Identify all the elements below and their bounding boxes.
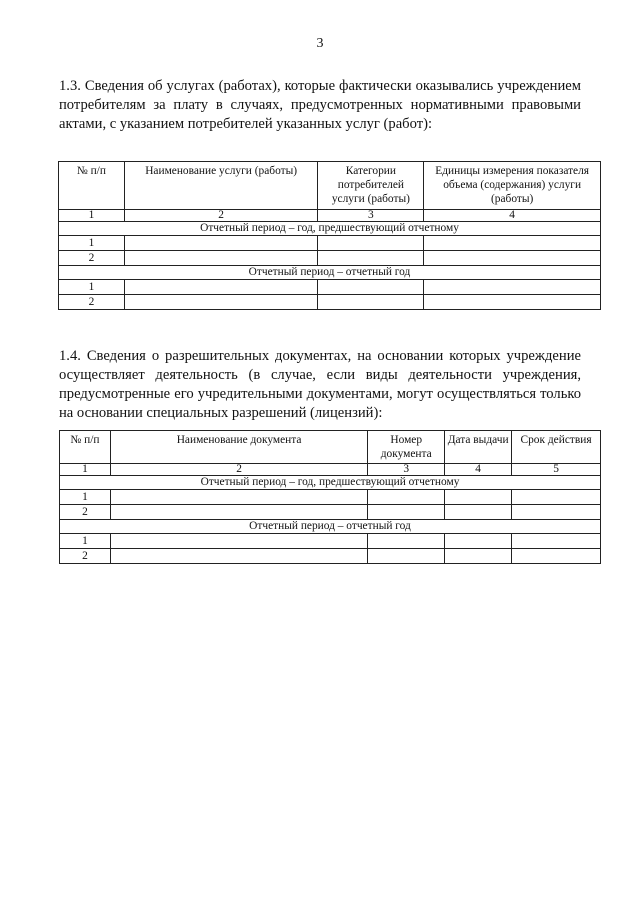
table-cell: [110, 490, 367, 505]
row-number: 1: [60, 490, 111, 505]
table-cell: [445, 534, 512, 549]
period-row: [60, 520, 601, 534]
table-cell: [512, 534, 601, 549]
table-cell: [110, 534, 367, 549]
period-label-current-year: Отчетный период – отчетный год: [60, 520, 601, 534]
table-cell: [368, 549, 445, 564]
header-consumer-categories: Категории потребителей услуги (работы): [318, 162, 424, 210]
column-number: 3: [368, 464, 445, 476]
column-number-row: [59, 210, 601, 222]
column-number: 2: [124, 210, 318, 222]
period-label-previous-year: Отчетный период – год, предшествующий отчетному: [60, 476, 601, 490]
table-cell: [368, 505, 445, 520]
table-row: [59, 251, 601, 266]
row-number: 1: [60, 534, 111, 549]
row-number: 1: [59, 236, 125, 251]
table-cell: [368, 490, 445, 505]
header-issue-date: Дата выдачи: [445, 431, 512, 464]
row-number: 2: [60, 549, 111, 564]
header-validity: Срок действия: [512, 431, 601, 464]
header-document-name: Наименование документа: [110, 431, 367, 464]
table-row: [59, 295, 601, 310]
column-number: 1: [59, 210, 125, 222]
table-row: [60, 549, 601, 564]
table-row: [60, 534, 601, 549]
table-cell: [124, 280, 318, 295]
section-1-3-text: 1.3. Сведения об услугах (работах), которые фактически оказывались учреждением потребителям за плату в случаях, предусмотренных нормативными правовыми актами, с указанием потребителей указанных услуг (работ):: [59, 78, 581, 132]
column-number: 5: [512, 464, 601, 476]
table-cell: [110, 549, 367, 564]
table-cell: [445, 549, 512, 564]
table-cell: [424, 236, 601, 251]
period-row: [59, 266, 601, 280]
table-header-row: [60, 431, 601, 464]
table-cell: [318, 295, 424, 310]
page-number: 3: [316, 36, 324, 51]
table-cell: [124, 295, 318, 310]
period-label-previous-year: Отчетный период – год, предшествующий отчетному: [59, 222, 601, 236]
row-number: 2: [60, 505, 111, 520]
column-number: 4: [445, 464, 512, 476]
table-cell: [124, 251, 318, 266]
period-row: [60, 476, 601, 490]
table-row: [59, 280, 601, 295]
column-number-row: [60, 464, 601, 476]
table-cell: [512, 490, 601, 505]
services-table: [58, 161, 601, 310]
table-cell: [368, 534, 445, 549]
table-cell: [445, 505, 512, 520]
header-service-name: Наименование услуги (работы): [124, 162, 318, 210]
header-number: № п/п: [60, 431, 111, 464]
table-cell: [318, 236, 424, 251]
section-1-4-text: 1.4. Сведения о разрешительных документах, на основании которых учреждение осуществляет деятельность (в случае, если виды деятельности учреждения, предусмотренные его учредительными документами, могут осуществляться только на основании специальных разрешений (лицензий):: [59, 348, 581, 421]
table-cell: [424, 280, 601, 295]
table-cell: [512, 549, 601, 564]
table-row: [59, 236, 601, 251]
header-number: № п/п: [59, 162, 125, 210]
table-cell: [124, 236, 318, 251]
column-number: 2: [110, 464, 367, 476]
row-number: 2: [59, 251, 125, 266]
table-cell: [424, 295, 601, 310]
table-cell: [512, 505, 601, 520]
row-number: 2: [59, 295, 125, 310]
table-cell: [318, 280, 424, 295]
column-number: 3: [318, 210, 424, 222]
period-label-current-year: Отчетный период – отчетный год: [59, 266, 601, 280]
table-row: [60, 505, 601, 520]
table-cell: [445, 490, 512, 505]
column-number: 1: [60, 464, 111, 476]
table-cell: [318, 251, 424, 266]
header-document-number: Номер документа: [368, 431, 445, 464]
header-measurement-units: Единицы измерения показателя объема (содержания) услуги (работы): [424, 162, 601, 210]
permits-table: [59, 430, 601, 564]
table-cell: [110, 505, 367, 520]
table-row: [60, 490, 601, 505]
table-cell: [424, 251, 601, 266]
period-row: [59, 222, 601, 236]
table-header-row: [59, 162, 601, 210]
row-number: 1: [59, 280, 125, 295]
column-number: 4: [424, 210, 601, 222]
